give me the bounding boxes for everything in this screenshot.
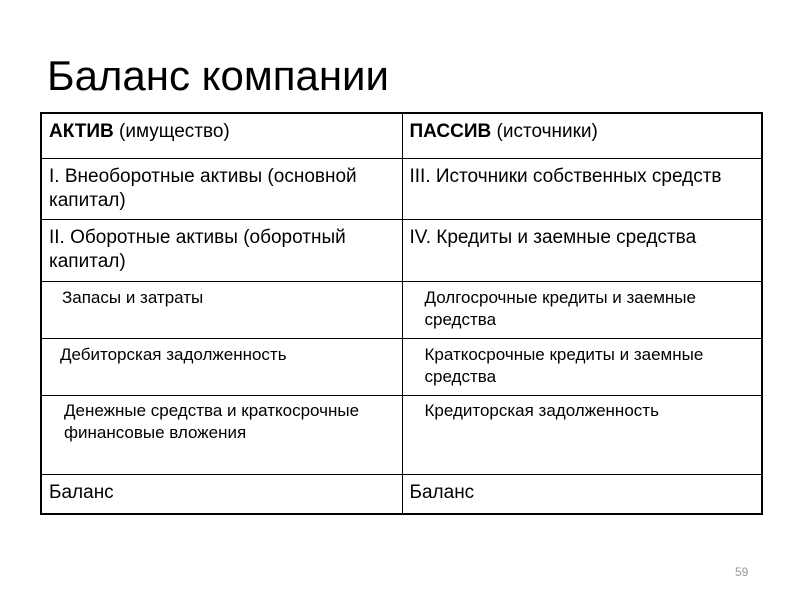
- header-liabilities-bold: ПАССИВ: [409, 121, 492, 142]
- table-cell-liabilities: [402, 338, 762, 395]
- cell-text: II. Оборотные активы (оборотный капитал): [49, 226, 346, 272]
- table-row: [41, 219, 762, 281]
- cell-text: III. Источники собственных средств: [409, 165, 722, 187]
- cell-text: I. Внеоборотные активы (основной капитал): [49, 165, 357, 211]
- cell-text: Долгосрочные кредиты и заемные средства: [424, 287, 696, 329]
- header-assets-bold: АКТИВ: [49, 121, 114, 142]
- cell-text: Денежные средства и краткосрочные финансовые вложения: [64, 400, 360, 442]
- header-assets-text: [42, 114, 402, 144]
- cell-text: Запасы и затраты: [62, 287, 204, 307]
- header-cell-assets: [41, 113, 402, 158]
- table-row: [41, 395, 762, 474]
- cell-text: Краткосрочные кредиты и заемные средства: [424, 344, 704, 386]
- table-cell-liabilities: [402, 474, 762, 514]
- table-header-row: [41, 113, 762, 158]
- cell-text: Баланс: [49, 481, 114, 503]
- table-cell-liabilities: [402, 281, 762, 338]
- table-cell-assets: [41, 338, 402, 395]
- table-cell-assets: [41, 281, 402, 338]
- cell-text: Дебиторская задолженность: [60, 344, 287, 364]
- page-number: 59: [735, 565, 749, 579]
- table-cell-assets: [41, 219, 402, 281]
- header-assets-rest: (имущество): [113, 121, 230, 142]
- balance-table: [40, 112, 763, 515]
- table-cell-assets: [41, 158, 402, 219]
- table-row: [41, 158, 762, 219]
- table-row: [41, 474, 762, 514]
- table-cell-assets: [41, 474, 402, 514]
- header-liabilities-rest: (источники): [491, 121, 598, 142]
- cell-text: Кредиторская задолженность: [424, 400, 659, 420]
- table-cell-liabilities: [402, 219, 762, 281]
- slide-title: Баланс компании: [47, 52, 389, 99]
- table-cell-assets: [41, 395, 402, 474]
- header-cell-liabilities: [402, 113, 762, 158]
- table-cell-liabilities: [402, 158, 762, 219]
- cell-text: IV. Кредиты и заемные средства: [409, 226, 697, 248]
- table-row: [41, 281, 762, 338]
- cell-text: Баланс: [409, 481, 475, 503]
- table-cell-liabilities: [402, 395, 762, 474]
- table-row: [41, 338, 762, 395]
- header-liabilities-text: [403, 114, 762, 144]
